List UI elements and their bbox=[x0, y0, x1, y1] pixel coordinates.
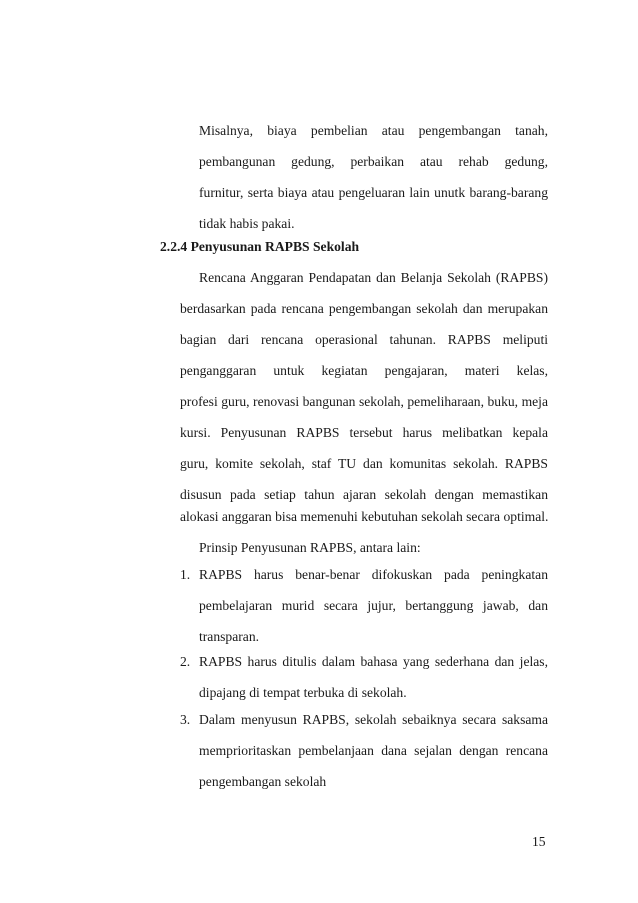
text-line: pengembangan sekolah bbox=[199, 774, 327, 789]
list-item-number: 2. bbox=[180, 654, 191, 669]
text-line: Rencana Anggaran Pendapatan dan Belanja Sekolah (RAPBS) bbox=[199, 270, 548, 285]
text-line: disusun pada setiap tahun ajaran sekolah dengan memastikan bbox=[180, 487, 548, 502]
text-line: furnitur, serta biaya atau pengeluaran lain unutk barang-barang bbox=[199, 185, 548, 200]
text-line: guru, komite sekolah, staf TU dan komunitas sekolah. RAPBS bbox=[180, 456, 548, 471]
section-heading: 2.2.4 Penyusunan RAPBS Sekolah bbox=[160, 239, 360, 254]
text-line: Misalnya, biaya pembelian atau pengembangan tanah, bbox=[199, 123, 548, 138]
text-line: pembangunan gedung, perbaikan atau rehab gedung, bbox=[199, 154, 548, 169]
text-line: memprioritaskan pembelanjaan dana sejalan dengan rencana bbox=[199, 743, 548, 758]
text-line: profesi guru, renovasi bangunan sekolah, pemeliharaan, buku, meja bbox=[180, 394, 548, 409]
text-line: pembelajaran murid secara jujur, bertanggung jawab, dan bbox=[199, 598, 548, 613]
text-line: alokasi anggaran bisa memenuhi kebutuhan sekolah secara optimal. bbox=[180, 509, 549, 524]
list-item-number: 3. bbox=[180, 712, 191, 727]
text-line: bagian dari rencana operasional tahunan. RAPBS meliputi bbox=[180, 332, 548, 347]
page-number: 15 bbox=[532, 834, 546, 849]
text-line: RAPBS harus ditulis dalam bahasa yang sederhana dan jelas, bbox=[199, 654, 548, 669]
text-line: kursi. Penyusunan RAPBS tersebut harus melibatkan kepala bbox=[180, 425, 548, 440]
text-line: RAPBS harus benar-benar difokuskan pada peningkatan bbox=[199, 567, 548, 582]
text-line: penganggaran untuk kegiatan pengajaran, materi kelas, bbox=[180, 363, 548, 378]
text-line: dipajang di tempat terbuka di sekolah. bbox=[199, 685, 407, 700]
text-line: transparan. bbox=[199, 629, 260, 644]
text-line: berdasarkan pada rencana pengembangan sekolah dan merupakan bbox=[180, 301, 548, 316]
principles-intro: Prinsip Penyusunan RAPBS, antara lain: bbox=[199, 540, 421, 555]
text-line: Dalam menyusun RAPBS, sekolah sebaiknya secara saksama bbox=[199, 712, 548, 727]
list-item-number: 1. bbox=[180, 567, 191, 582]
text-line: tidak habis pakai. bbox=[199, 216, 295, 231]
